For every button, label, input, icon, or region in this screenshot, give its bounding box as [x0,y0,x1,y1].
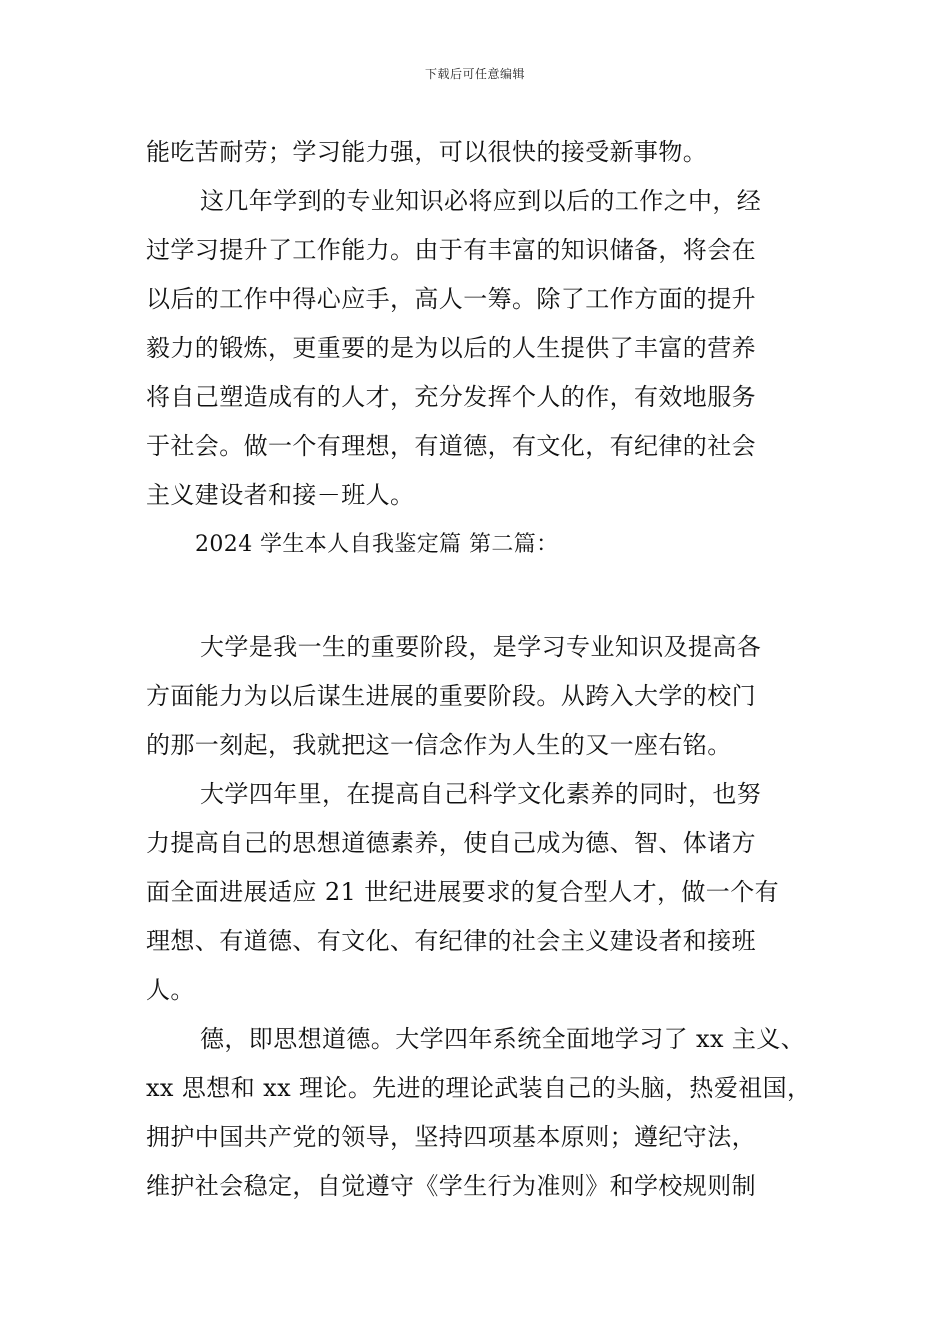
text-line: 的那一刻起，我就把这一信念作为人生的又一座右铭。 [146,731,732,759]
text-line: xx 思想和 xx 理论。先进的理论武装自己的头脑，热爱祖国， [146,1074,812,1102]
text-line: 大学是我一生的重要阶段，是学习专业知识及提高各 [200,633,762,661]
text-line: 能吃苦耐劳；学习能力强，可以很快的接受新事物。 [146,138,708,166]
text-line: 于社会。做一个有理想，有道德，有文化，有纪律的社会 [146,432,756,460]
text-line: 这几年学到的专业知识必将应到以后的工作之中，经 [200,187,762,215]
text-line: 面全面进展适应 21 世纪进展要求的复合型人才，做一个有 [146,878,779,906]
paragraph [146,770,816,1015]
text-line: 以后的工作中得心应手，高人一筹。除了工作方面的提升 [146,285,756,313]
text-line: 毅力的锻炼，更重要的是为以后的人生提供了丰富的营养 [146,334,756,362]
blank-gap [146,569,816,623]
paragraph [146,1015,816,1211]
text-line: 德，即思想道德。大学四年系统全面地学习了 xx 主义、 [200,1025,806,1053]
text-line: 维护社会稳定，自觉遵守《学生行为准则》和学校规则制 [146,1172,756,1200]
text-line: 人。 [146,976,195,1004]
section-heading: 2024 学生本人自我鉴定篇 第二篇： [195,532,559,557]
text-line: 力提高自己的思想道德素养，使自己成为德、智、体诸方 [146,829,756,857]
document-body [146,128,816,1211]
text-line: 过学习提升了工作能力。由于有丰富的知识储备，将会在 [146,236,756,264]
paragraph [146,623,816,770]
paragraph [146,177,816,520]
text-line: 拥护中国共产党的领导，坚持四项基本原则；遵纪守法， [146,1123,756,1151]
text-line: 主义建设者和接－班人。 [146,481,415,509]
text-line: 方面能力为以后谋生进展的重要阶段。从跨入大学的校门 [146,682,756,710]
text-line: 将自己塑造成有的人才，充分发挥个人的作，有效地服务 [146,383,756,411]
page-header: 下载后可任意编辑 [424,67,525,81]
text-line: 大学四年里，在提高自己科学文化素养的同时，也努 [200,780,762,808]
text-line: 理想、有道德、有文化、有纪律的社会主义建设者和接班 [146,927,756,955]
